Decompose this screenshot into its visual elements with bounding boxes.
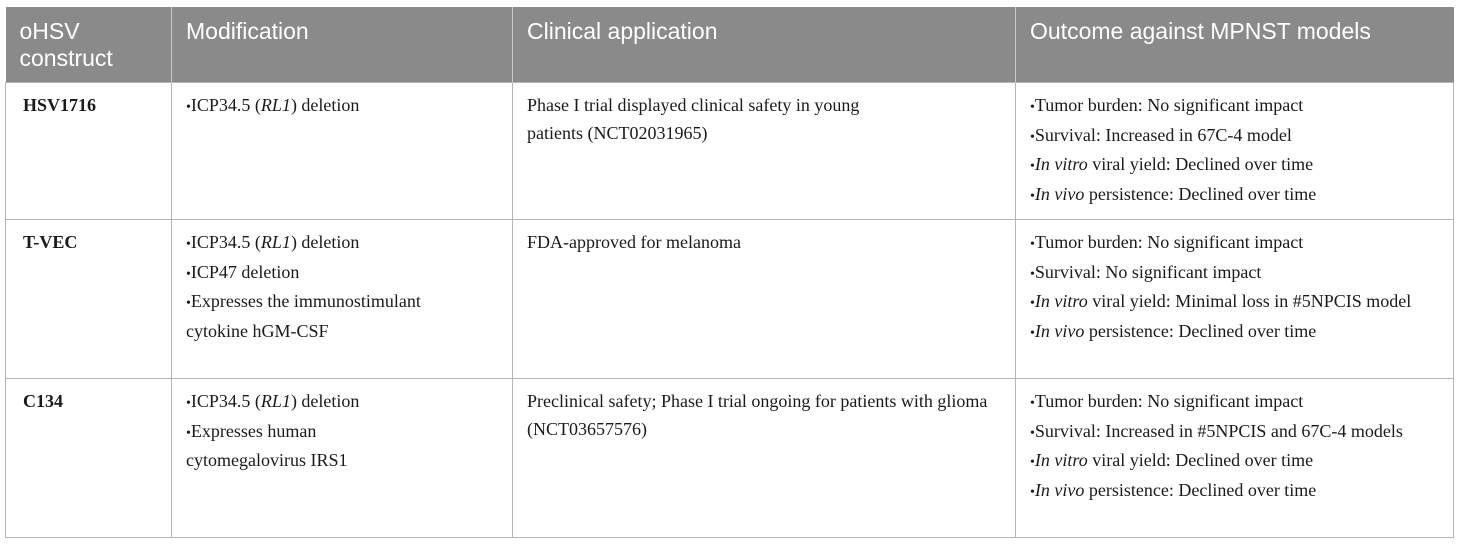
- outcome-item: •Tumor burden: No significant impact: [1030, 95, 1304, 115]
- table-row: [6, 379, 1454, 538]
- modification-item: •Expresses human cytomegalovirus IRS1: [186, 420, 348, 470]
- clinical-cell: Preclinical safety; Phase I trial ongoing for patients with glioma (NCT03657576): [513, 379, 1016, 538]
- outcome-item: •In vitro viral yield: Declined over time: [1030, 450, 1314, 470]
- table-row: [6, 83, 1454, 220]
- comparison-table: [5, 7, 1453, 538]
- modification-item: •Expresses the immunostimulant cytokine hGM-CSF: [186, 291, 421, 341]
- modification-item: •ICP47 deletion: [186, 261, 300, 282]
- table-row: [6, 220, 1454, 379]
- header-outcome: Outcome against MPNST models: [1016, 7, 1454, 83]
- outcome-cell: [1016, 83, 1454, 220]
- modification-cell: [172, 379, 513, 538]
- outcome-item: •In vitro viral yield: Declined over time: [1030, 154, 1314, 174]
- outcome-item: •Survival: Increased in 67C-4 model: [1030, 124, 1292, 145]
- outcome-item: •Tumor burden: No significant impact: [1030, 391, 1304, 411]
- outcome-item: •Survival: No significant impact: [1030, 261, 1262, 282]
- clinical-cell: FDA-approved for melanoma: [513, 220, 1016, 379]
- header-modification: Modification: [172, 7, 513, 83]
- construct-cell: HSV1716: [6, 83, 172, 220]
- header-clinical: Clinical application: [513, 7, 1016, 83]
- modification-item: •ICP34.5 (RL1) deletion: [186, 95, 360, 115]
- outcome-item: •In vivo persistence: Declined over time: [1030, 479, 1317, 500]
- ohsv-table: [5, 7, 1454, 538]
- modification-cell: [172, 83, 513, 220]
- modification-item: •ICP34.5 (RL1) deletion: [186, 391, 360, 411]
- header-row: [6, 7, 1454, 83]
- construct-cell: T-VEC: [6, 220, 172, 379]
- table-body: [6, 83, 1454, 538]
- outcome-cell: [1016, 220, 1454, 379]
- clinical-cell: Phase I trial displayed clinical safety in young patients (NCT02031965): [513, 83, 1016, 220]
- outcome-item: •In vivo persistence: Declined over time: [1030, 183, 1317, 204]
- outcome-item: •Tumor burden: No significant impact: [1030, 232, 1304, 252]
- header-construct: oHSV construct: [6, 7, 172, 83]
- outcome-item: •In vitro viral yield: Minimal loss in #5NPCIS model: [1030, 291, 1412, 311]
- construct-cell: C134: [6, 379, 172, 538]
- modification-cell: [172, 220, 513, 379]
- modification-item: •ICP34.5 (RL1) deletion: [186, 232, 360, 252]
- outcome-item: •In vivo persistence: Declined over time: [1030, 320, 1317, 341]
- outcome-cell: [1016, 379, 1454, 538]
- outcome-item: •Survival: Increased in #5NPCIS and 67C-4 models: [1030, 420, 1403, 441]
- table-header: [6, 7, 1454, 83]
